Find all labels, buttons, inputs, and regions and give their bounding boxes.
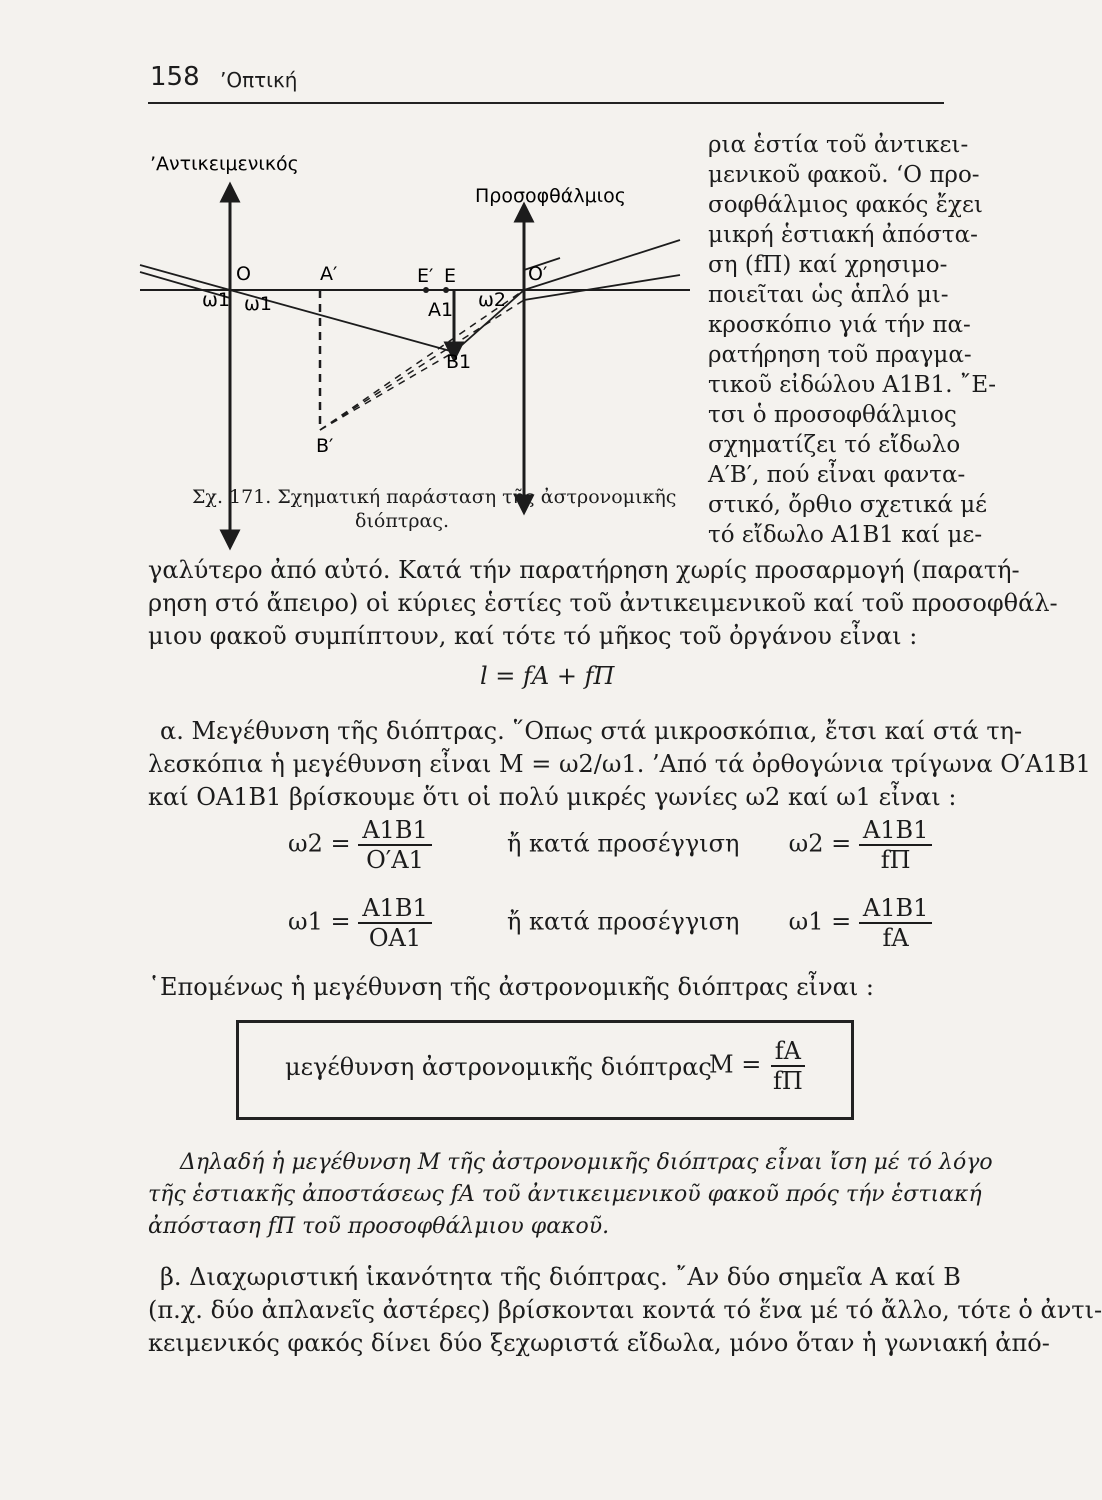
section-a-line-1: α. Μεγέθυνση τῆς διόπτρας. ῞Οπως στά μικροσκόπια, ἔτσι καί στά τη- xyxy=(160,717,1023,745)
boxed-text: μεγέθυνση ἀστρονομικῆς διόπτρας xyxy=(285,1053,712,1081)
label-O: O xyxy=(236,263,251,285)
right-col-line-13: στικό, ὄρθιο σχετικά μέ xyxy=(708,492,988,518)
label-E-prime: E′ xyxy=(417,265,434,287)
right-col-line-7: κροσκόπιο γιά τήν πα- xyxy=(708,312,971,338)
equation-omega1: ω1 = $\frac{A1B1}{OA1}$ ἤ κατά προσέγγιση ω1 = $\frac{A1B1}{fA}$ xyxy=(288,894,932,952)
label-w1-right: ω1 xyxy=(244,293,272,315)
page-number: 158 xyxy=(150,62,200,92)
virtual-ray-3 xyxy=(320,352,454,430)
running-title: ’Οπτική xyxy=(220,68,298,92)
right-col-line-10: τσι ὁ προσοφθάλμιος xyxy=(708,402,957,428)
summary-line-3: ἀπόσταση fΠ τοῦ προσοφθάλμιου φακοῦ. xyxy=(148,1214,610,1239)
right-col-line-9: τικοῦ εἰδώλου A1B1. ῎Ε- xyxy=(708,372,996,398)
right-col-line-2: μενικοῦ φακοῦ. ‘Ο προ- xyxy=(708,162,980,188)
right-col-line-1: ρια ἑστία τοῦ ἀντικει- xyxy=(708,132,969,158)
boxed-magnification-formula xyxy=(236,1020,854,1120)
label-objective: ’Αντικειμενικός xyxy=(150,153,299,175)
section-b-line-2: (π.χ. δύο ἀπλανεῖς ἀστέρες) βρίσκονται κοντά τό ἕνα μέ τό ἄλλο, τότε ὁ ἀντι- xyxy=(148,1296,1102,1324)
right-col-line-14: τό εἴδωλο A1B1 καί με- xyxy=(708,522,983,548)
boxed-equation: M = $\frac{fA}{f\Pi}$ xyxy=(709,1037,807,1095)
section-b-line-3: κειμενικός φακός δίνει δύο ξεχωριστά εἴδωλα, μόνο ὅταν ἡ γωνιακή ἀπό- xyxy=(148,1329,1050,1357)
focal-point-E-prime xyxy=(443,287,449,293)
right-col-line-6: ποιεῖται ὡς ἁπλό μι- xyxy=(708,282,949,308)
ray-eyepiece-out-2 xyxy=(524,275,680,300)
figure-caption-line1: Σχ. 171. Σχηματική παράσταση τῆς ἀστρονομικῆς xyxy=(192,486,677,508)
label-B1: B1 xyxy=(446,351,472,373)
section-a-line-3: καί OA1B1 βρίσκουμε ὅτι οἱ πολύ μικρές γωνίες ω2 καί ω1 εἶναι : xyxy=(148,783,957,811)
section-a-line-2: λεσκόπια ἡ μεγέθυνση εἶναι M = ω2/ω1. ’Από τά ὀρθογώνια τρίγωνα O′A1B1 xyxy=(148,750,1091,778)
consequently-line: ῾Επομένως ἡ μεγέθυνση τῆς ἀστρονομικῆς διόπτρας εἶναι : xyxy=(148,973,874,1001)
ray-eyepiece-out-1 xyxy=(524,240,680,290)
virtual-ray-1 xyxy=(320,290,524,430)
label-O-prime: O′ xyxy=(528,263,548,285)
right-col-line-3: σοφθάλμιος φακός ἔχει xyxy=(708,192,983,218)
label-B-prime: B′ xyxy=(316,435,334,457)
right-col-line-12: A′B′, πού εἶναι φαντα- xyxy=(708,462,966,488)
label-A-prime: A′ xyxy=(320,263,338,285)
body-line-3: μιου φακοῦ συμπίπτουν, καί τότε τό μῆκος τοῦ ὀργάνου εἶναι : xyxy=(148,622,918,650)
right-col-line-8: ρατήρηση τοῦ πραγμα- xyxy=(708,342,972,368)
summary-line-2: τῆς ἑστιακῆς ἀποστάσεως fA τοῦ ἀντικειμενικοῦ φακοῦ πρός τήν ἑστιακή xyxy=(148,1182,982,1207)
focal-point-E xyxy=(423,287,429,293)
label-w2: ω2 xyxy=(478,289,506,311)
virtual-ray-2 xyxy=(320,300,524,430)
label-w1-left: ω1 xyxy=(202,289,230,311)
label-E: E xyxy=(444,265,457,287)
header-rule xyxy=(148,102,944,104)
label-eyepiece: Προσοφθάλμιος xyxy=(475,185,626,207)
right-col-line-4: μικρή ἑστιακή ἀπόστα- xyxy=(708,222,978,248)
section-b-line-1: β. Διαχωριστική ἱκανότητα τῆς διόπτρας. ῎Αν δύο σημεῖα A καί B xyxy=(160,1263,961,1291)
formula-instrument-length: l = fA + fΠ xyxy=(480,662,615,690)
figure-caption-line2: διόπτρας. xyxy=(355,510,450,532)
body-line-2: ρηση στό ἄπειρο) οἱ κύριες ἑστίες τοῦ ἀντικειμενικοῦ καί τοῦ προσοφθάλ- xyxy=(148,589,1058,617)
right-col-line-5: ση (fΠ) καί χρησιμο- xyxy=(708,252,948,278)
equation-omega2: ω2 = $\frac{A1B1}{O'A1}$ ἤ κατά προσέγγιση ω2 = $\frac{A1B1}{f\Pi}$ xyxy=(288,816,932,874)
ray-incoming-1 xyxy=(140,265,230,290)
telescope-figure xyxy=(140,120,700,520)
label-A1: A1 xyxy=(428,299,454,321)
right-col-line-11: σχηματίζει τό εἴδωλο xyxy=(708,432,961,458)
summary-line-1: Δηλαδή ἡ μεγέθυνση M τῆς ἀστρονομικῆς διόπτρας εἶναι ἴση μέ τό λόγο xyxy=(180,1150,993,1175)
body-line-1: γαλύτερο ἀπό αὐτό. Κατά τήν παρατήρηση χωρίς προσαρμογή (παρατή- xyxy=(148,556,1020,584)
